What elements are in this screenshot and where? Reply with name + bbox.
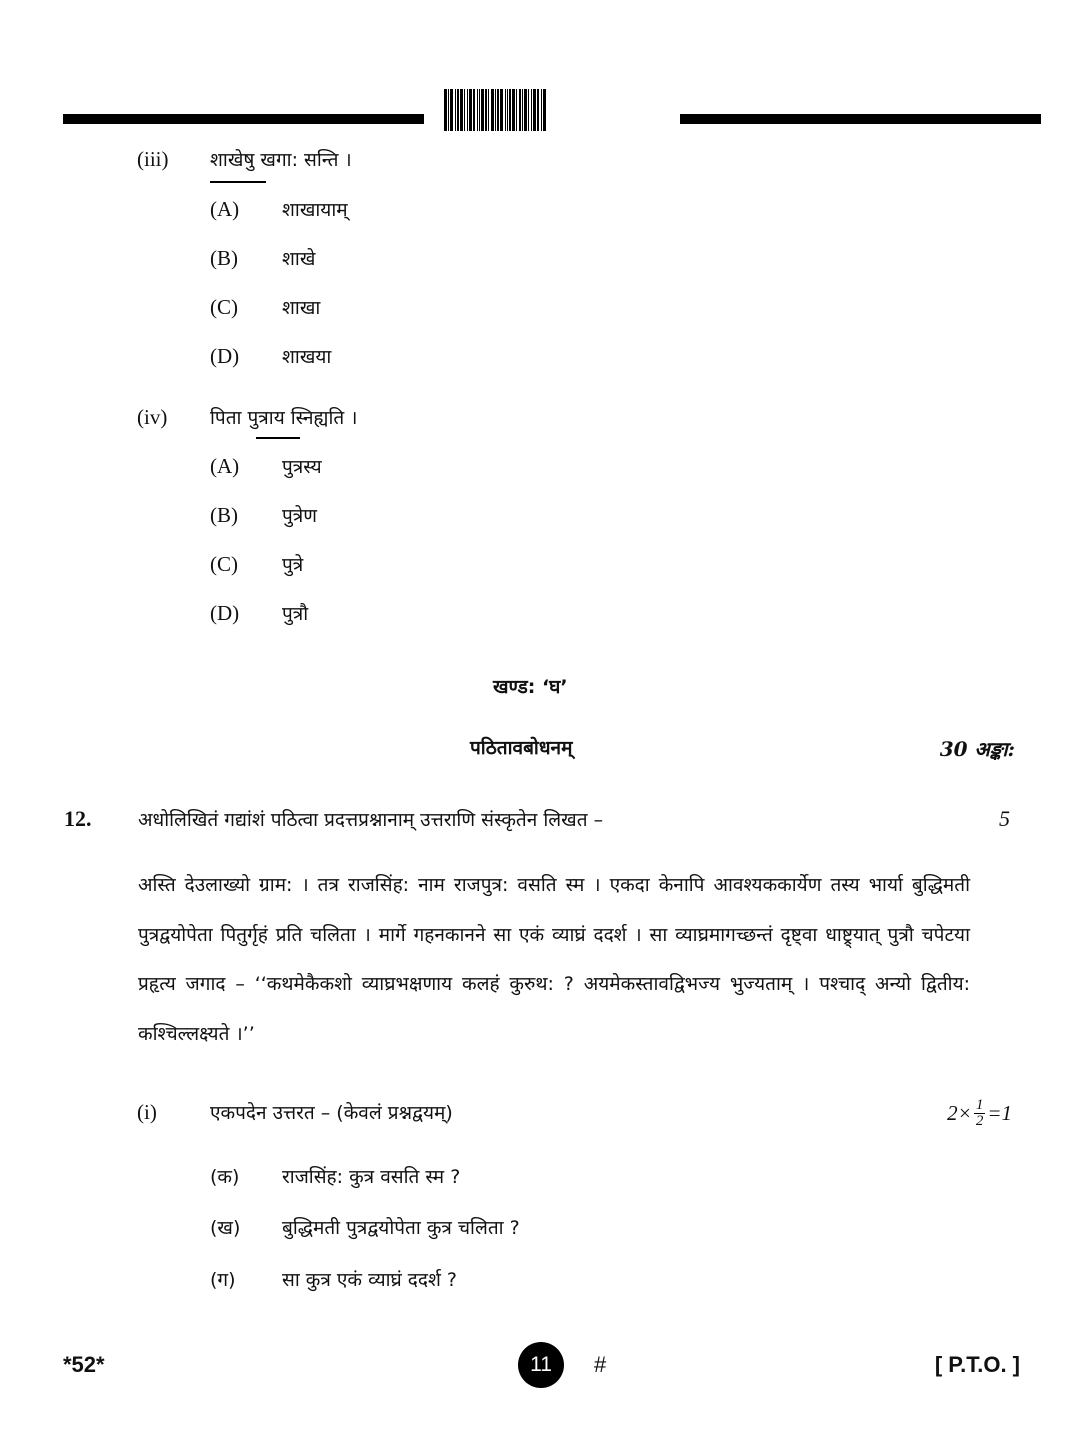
paper-code: *52* [63, 1352, 105, 1377]
option-text: पुत्रे [282, 554, 304, 576]
question-instruction: अधोलिखितं गद्यांशं पठित्वा प्रदत्तप्रश्नानाम् उत्तराणि संस्कृतेन लिखत – [138, 809, 604, 831]
question-letter: (ग) [210, 1269, 236, 1291]
fraction-numerator: 1 [975, 1097, 984, 1113]
question-letter: (ख) [210, 1217, 241, 1239]
subquestion-number: (i) [137, 1100, 157, 1124]
option-text: शाखायाम् [282, 199, 348, 221]
reading-passage [138, 861, 970, 1059]
option-letter: (B) [210, 246, 238, 270]
option-item [210, 196, 348, 222]
section-subtitle: पठितावबोधनम् [470, 737, 573, 759]
subquestion-sentence: पिता पुत्राय स्निह्यति । [210, 407, 358, 429]
page-number: 11 [518, 1342, 564, 1388]
question-text: सा कुत्र एकं व्याघ्रं ददर्श ? [282, 1269, 457, 1291]
marks-fraction [974, 1098, 986, 1129]
barcode [444, 89, 661, 131]
question-item [210, 1163, 460, 1189]
option-text: पुत्रेण [282, 505, 318, 527]
question-text: राजसिंह: कुत्र वसति स्म ? [282, 1166, 461, 1188]
underline-marker [256, 437, 300, 439]
subquestion-number: (iv) [137, 405, 168, 429]
footer-hash: # [594, 1352, 607, 1377]
option-letter: (C) [210, 552, 238, 576]
option-text: शाखे [282, 248, 316, 270]
subquestion-marks [947, 1098, 1012, 1129]
pto-label: [ P.T.O. ] [934, 1352, 1020, 1377]
question-item [210, 1214, 520, 1240]
option-item [210, 502, 317, 528]
option-letter: (D) [210, 601, 240, 625]
option-text: पुत्रस्य [282, 456, 322, 478]
option-item [210, 551, 303, 577]
section-title: खण्ड: ‘घ’ [493, 676, 568, 698]
option-item [210, 245, 315, 271]
barcode-bar [543, 89, 546, 131]
option-item [210, 600, 308, 626]
option-text: शाखया [282, 346, 332, 368]
question-text: बुद्धिमती पुत्रद्वयोपेता कुत्र चलिता ? [282, 1217, 520, 1239]
option-item [210, 343, 331, 369]
marks-suffix: =1 [987, 1101, 1012, 1125]
header-rule-left [63, 114, 424, 124]
underline-marker [210, 181, 266, 183]
question-letter: (क) [210, 1166, 240, 1188]
option-item [210, 294, 320, 320]
question-item [210, 1266, 457, 1292]
option-letter: (D) [210, 344, 240, 368]
passage-text: अस्ति देउलाख्यो ग्राम: । तत्र राजसिंह: नाम राजपुत्र: वसति स्म । एकदा केनापि आवश्यककार्येण तस्य भार्या बुद्धिमती पुत्रद्वयोपेता पितुर्गृहं प्रति चलिता । मार्गे गहनकानने सा एकं व्याघ्रं ददर्श । सा व्याघ्रमागच्छन्तं दृष्ट्वा धाष्ट्र्यात् पुत्रौ चपेटया प्रहृत्य जगाद – ‘‘कथमेकैकशो व्याघ्रभक्षणाय कलहं कुरुथ: ? अयमेकस्तावद्विभज्य भुज्यताम् । पश्चाद् अन्यो द्वितीय: कश्चिल्लक्ष्यते ।’’ [138, 874, 970, 1045]
option-item [210, 453, 322, 479]
option-letter: (B) [210, 503, 238, 527]
header-rule-right [680, 114, 1041, 124]
subquestion-number: (iii) [137, 147, 169, 171]
subquestion-sentence: शाखेषु खगा: सन्ति । [210, 149, 352, 171]
option-letter: (C) [210, 295, 238, 319]
option-letter: (A) [210, 197, 240, 221]
option-letter: (A) [210, 454, 240, 478]
option-text: शाखा [282, 297, 321, 319]
fraction-denominator: 2 [975, 1113, 984, 1129]
option-text: पुत्रौ [282, 603, 309, 625]
marks-prefix: 2× [947, 1101, 972, 1125]
subquestion-instruction: एकपदेन उत्तरत – (केवलं प्रश्नद्वयम्) [210, 1102, 453, 1124]
section-marks: 30 अङ्का: [939, 737, 1015, 761]
question-marks: 5 [999, 806, 1010, 831]
question-number: 12. [64, 806, 92, 831]
